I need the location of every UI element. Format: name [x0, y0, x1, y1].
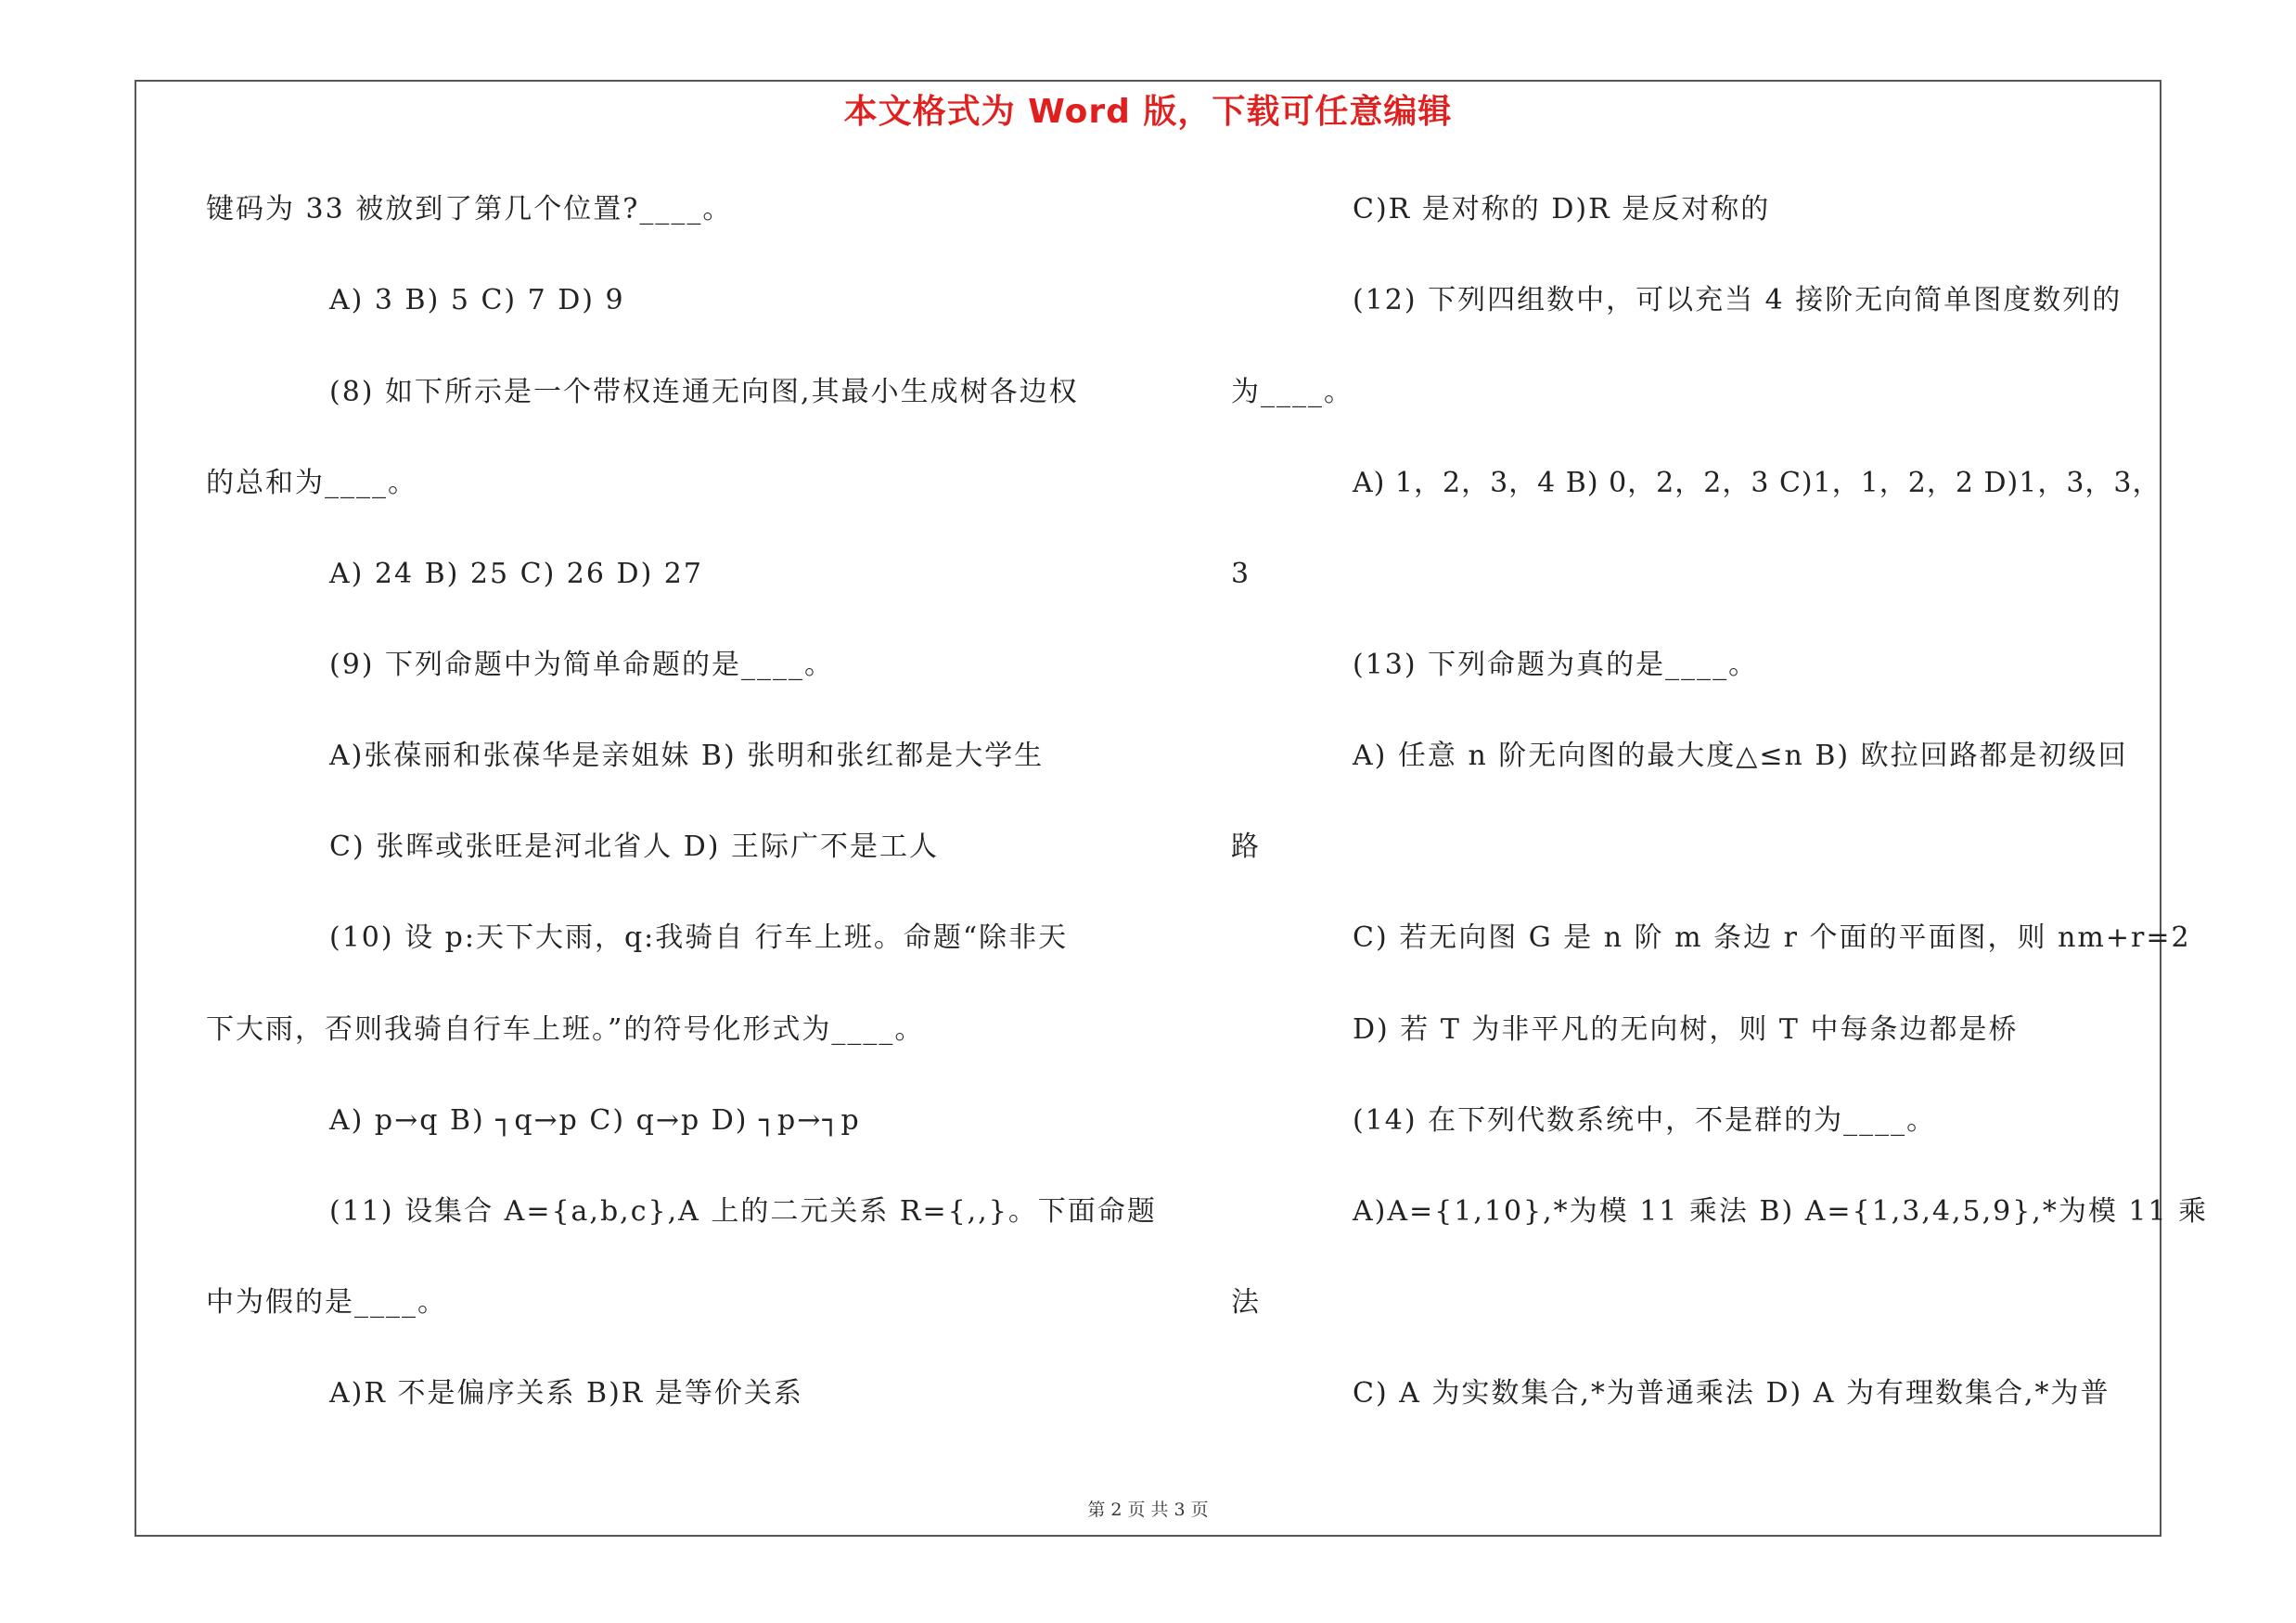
right-line-12: A)A={1,10},*为模 11 乘法 B) A={1,3,4,5,9},*为模 11 乘 [1353, 1195, 2209, 1228]
left-line-2: A) 3 B) 5 C) 7 D) 9 [329, 284, 625, 316]
left-line-9: (10) 设 p:天下大雨，q:我骑自 行车上班。命题“除非天 [329, 921, 1069, 954]
left-line-12: (11) 设集合 A={a,b,c},A 上的二元关系 R={,,}。下面命题 [329, 1195, 1157, 1228]
right-line-2: (12) 下列四组数中，可以充当 4 接阶无向简单图度数列的 [1353, 284, 2123, 316]
right-line-10: D) 若 T 为非平凡的无向树，则 T 中每条边都是桥 [1353, 1013, 2019, 1046]
right-line-14: C) A 为实数集合,*为普通乘法 D) A 为有理数集合,*为普 [1353, 1377, 2110, 1410]
right-line-6: (13) 下列命题为真的是____。 [1353, 649, 1759, 681]
right-line-3: 为____。 [1231, 376, 1353, 408]
format-banner: 本文格式为 Word 版，下载可任意编辑 [843, 93, 1453, 131]
page-footer: 第 2 页 共 3 页 [1087, 1500, 1209, 1520]
right-line-1: C)R 是对称的 D)R 是反对称的 [1353, 193, 1771, 225]
left-line-11: A) p→q B) ┐q→p C) q→p D) ┐p→┐p [329, 1104, 861, 1137]
left-line-8: C) 张晖或张旺是河北省人 D) 王际广不是工人 [329, 831, 940, 863]
right-line-8: 路 [1231, 831, 1261, 863]
left-line-1: 键码为 33 被放到了第几个位置?____。 [206, 193, 733, 225]
left-line-5: A) 24 B) 25 C) 26 D) 27 [329, 558, 703, 590]
right-line-4: A) 1，2，3，4 B) 0，2，2，3 C)1，1，2，2 D)1，3，3， [1353, 467, 2161, 499]
left-line-4: 的总和为____。 [206, 467, 417, 499]
right-line-11: (14) 在下列代数系统中，不是群的为____。 [1353, 1104, 1937, 1137]
right-line-5: 3 [1231, 558, 1251, 590]
right-line-7: A) 任意 n 阶无向图的最大度△≤n B) 欧拉回路都是初级回 [1353, 740, 2128, 772]
left-line-13: 中为假的是____。 [206, 1286, 447, 1319]
right-line-9: C) 若无向图 G 是 n 阶 m 条边 r 个面的平面图，则 nm+r=2 [1353, 921, 2191, 954]
left-line-7: A)张葆丽和张葆华是亲姐妹 B) 张明和张红都是大学生 [329, 740, 1045, 772]
left-line-10: 下大雨，否则我骑自行车上班。”的符号化形式为____。 [206, 1013, 925, 1046]
left-line-6: (9) 下列命题中为简单命题的是____。 [329, 649, 835, 681]
left-line-3: (8) 如下所示是一个带权连通无向图,其最小生成树各边权 [329, 376, 1079, 408]
left-line-14: A)R 不是偏序关系 B)R 是等价关系 [329, 1377, 803, 1410]
right-line-13: 法 [1231, 1286, 1261, 1319]
